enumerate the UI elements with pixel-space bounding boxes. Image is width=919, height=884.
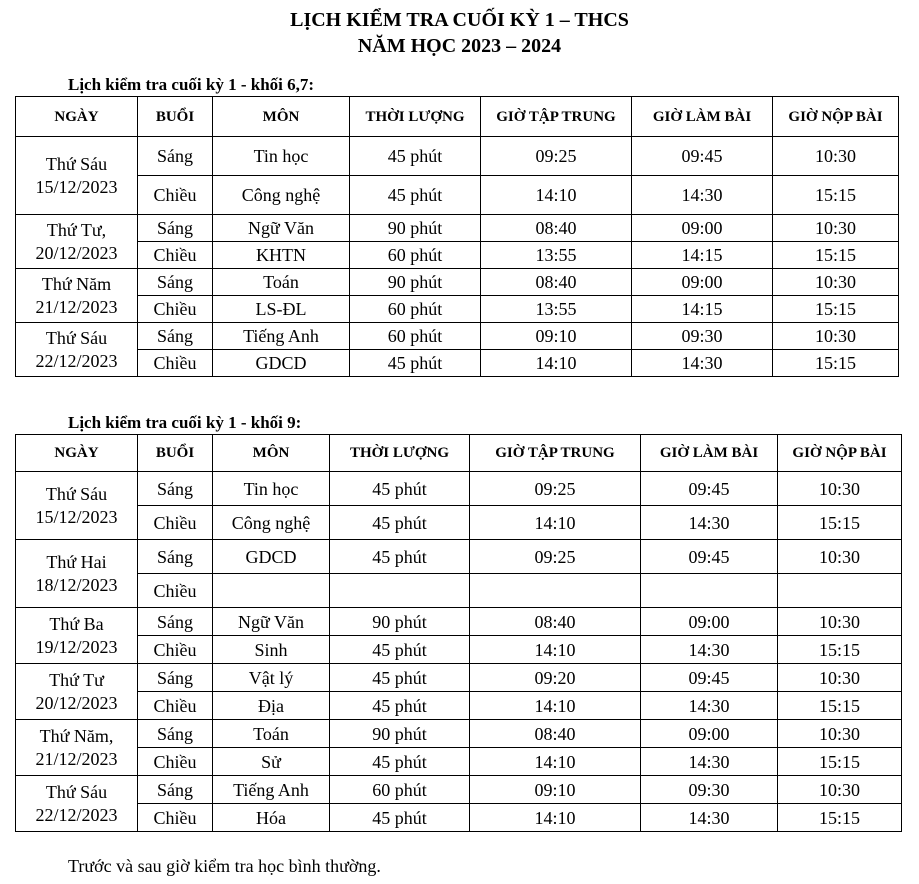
gather-time-cell: 14:10 — [470, 804, 641, 832]
date-value: 22/12/2023 — [35, 804, 118, 825]
subject-cell: Công nghệ — [213, 176, 350, 215]
gather-time-cell: 13:55 — [481, 296, 632, 323]
day-name: Thứ Tư — [49, 669, 104, 690]
date-cell — [16, 540, 138, 608]
header-subject: MÔN — [213, 97, 350, 137]
day-name: Thứ Ba — [49, 613, 104, 634]
header-start-time: GIỜ LÀM BÀI — [641, 435, 778, 472]
submit-time-cell: 10:30 — [773, 215, 899, 242]
day-name: Thứ Năm — [41, 273, 112, 294]
duration-cell: 90 phút — [350, 215, 481, 242]
start-time-cell: 14:15 — [632, 242, 773, 269]
header-duration: THỜI LƯỢNG — [330, 435, 470, 472]
session-cell: Sáng — [138, 215, 213, 242]
table-row — [16, 748, 902, 776]
table-row — [16, 574, 902, 608]
date-cell — [16, 608, 138, 664]
footer-note: Trước và sau giờ kiểm tra học bình thường. — [68, 856, 381, 876]
duration-cell: 45 phút — [330, 636, 470, 664]
subject-cell: GDCD — [213, 540, 330, 574]
table-row — [16, 720, 902, 748]
header-submit-time: GIỜ NỘP BÀI — [773, 97, 899, 137]
duration-cell: 45 phút — [330, 748, 470, 776]
date-value: 20/12/2023 — [35, 692, 118, 713]
table-row — [16, 540, 902, 574]
submit-time-cell: 10:30 — [778, 664, 902, 692]
subject-cell: Toán — [213, 269, 350, 296]
date-cell — [16, 323, 138, 377]
table2-caption: Lịch kiểm tra cuối kỳ 1 - khối 9: — [68, 413, 302, 432]
header-session: BUỔI — [138, 435, 213, 472]
duration-cell: 45 phút — [330, 540, 470, 574]
subject-cell: Ngữ Văn — [213, 608, 330, 636]
date-value: 19/12/2023 — [35, 636, 118, 657]
table-row — [16, 269, 899, 296]
gather-time-cell: 08:40 — [481, 215, 632, 242]
gather-time-cell: 14:10 — [470, 692, 641, 720]
date-cell — [16, 664, 138, 720]
day-name: Thứ Tư, — [46, 219, 107, 240]
day-name: Thứ Sáu — [45, 153, 108, 174]
submit-time-cell: 10:30 — [778, 608, 902, 636]
session-cell: Sáng — [138, 137, 213, 176]
submit-time-cell: 10:30 — [773, 269, 899, 296]
start-time-cell: 09:00 — [632, 215, 773, 242]
document-title: LỊCH KIỂM TRA CUỐI KỲ 1 – THCS — [290, 9, 629, 31]
table-header-row — [16, 97, 899, 137]
start-time-cell: 14:30 — [641, 506, 778, 540]
table-row — [16, 804, 902, 832]
gather-time-cell: 14:10 — [481, 350, 632, 377]
subject-cell: LS-ĐL — [213, 296, 350, 323]
submit-time-cell: 15:15 — [778, 636, 902, 664]
duration-cell: 60 phút — [330, 776, 470, 804]
start-time-cell: 09:45 — [641, 472, 778, 506]
date-cell — [16, 776, 138, 832]
gather-time-cell: 08:40 — [470, 720, 641, 748]
session-cell: Sáng — [138, 608, 213, 636]
table-row — [16, 692, 902, 720]
subject-cell: Toán — [213, 720, 330, 748]
start-time-cell: 14:30 — [632, 176, 773, 215]
date-cell — [16, 472, 138, 540]
subject-cell: GDCD — [213, 350, 350, 377]
gather-time-cell: 14:10 — [470, 506, 641, 540]
gather-time-cell — [470, 574, 641, 608]
table-row — [16, 296, 899, 323]
session-cell: Sáng — [138, 472, 213, 506]
schedule-table-grade-9 — [15, 434, 902, 832]
subject-cell: Sinh — [213, 636, 330, 664]
subject-cell: Tiếng Anh — [213, 323, 350, 350]
submit-time-cell: 15:15 — [778, 692, 902, 720]
start-time-cell: 09:00 — [632, 269, 773, 296]
header-gather-time: GIỜ TẬP TRUNG — [470, 435, 641, 472]
table-row — [16, 323, 899, 350]
duration-cell: 90 phút — [350, 269, 481, 296]
session-cell: Chiều — [138, 176, 213, 215]
table-row — [16, 506, 902, 540]
start-time-cell: 09:00 — [641, 720, 778, 748]
session-cell: Sáng — [138, 269, 213, 296]
submit-time-cell: 15:15 — [773, 350, 899, 377]
date-value: 22/12/2023 — [35, 350, 118, 371]
gather-time-cell: 08:40 — [470, 608, 641, 636]
subject-cell: Tin học — [213, 137, 350, 176]
day-name: Thứ Hai — [46, 551, 107, 572]
start-time-cell — [641, 574, 778, 608]
date-value: 15/12/2023 — [35, 506, 118, 527]
subject-cell: Vật lý — [213, 664, 330, 692]
duration-cell — [330, 574, 470, 608]
table-row — [16, 137, 899, 176]
header-subject: MÔN — [213, 435, 330, 472]
gather-time-cell: 14:10 — [481, 176, 632, 215]
session-cell: Chiều — [138, 296, 213, 323]
table-row — [16, 664, 902, 692]
submit-time-cell: 10:30 — [778, 472, 902, 506]
gather-time-cell: 14:10 — [470, 636, 641, 664]
subject-cell: Địa — [213, 692, 330, 720]
session-cell: Chiều — [138, 350, 213, 377]
table-row — [16, 608, 902, 636]
table-row — [16, 776, 902, 804]
table-header-row — [16, 435, 902, 472]
table-row — [16, 472, 902, 506]
start-time-cell: 09:45 — [641, 664, 778, 692]
session-cell: Sáng — [138, 664, 213, 692]
gather-time-cell: 09:10 — [481, 323, 632, 350]
duration-cell: 45 phút — [330, 804, 470, 832]
session-cell: Chiều — [138, 242, 213, 269]
header-start-time: GIỜ LÀM BÀI — [632, 97, 773, 137]
header-session: BUỔI — [138, 97, 213, 137]
date-cell — [16, 215, 138, 269]
schedule-table-grade-6-7 — [15, 96, 899, 377]
document-subtitle: NĂM HỌC 2023 – 2024 — [357, 35, 562, 57]
submit-time-cell: 15:15 — [778, 506, 902, 540]
start-time-cell: 09:45 — [641, 540, 778, 574]
session-cell: Chiều — [138, 574, 213, 608]
subject-cell: Tin học — [213, 472, 330, 506]
start-time-cell: 14:30 — [641, 636, 778, 664]
date-cell — [16, 269, 138, 323]
day-name: Thứ Năm, — [39, 725, 114, 746]
day-name: Thứ Sáu — [45, 327, 108, 348]
submit-time-cell: 15:15 — [778, 748, 902, 776]
session-cell: Sáng — [138, 776, 213, 804]
gather-time-cell: 14:10 — [470, 748, 641, 776]
session-cell: Sáng — [138, 323, 213, 350]
date-value: 18/12/2023 — [35, 574, 118, 595]
date-cell — [16, 720, 138, 776]
duration-cell: 45 phút — [350, 350, 481, 377]
start-time-cell: 14:30 — [641, 748, 778, 776]
header-duration: THỜI LƯỢNG — [350, 97, 481, 137]
duration-cell: 45 phút — [330, 664, 470, 692]
submit-time-cell: 10:30 — [778, 540, 902, 574]
submit-time-cell: 15:15 — [773, 242, 899, 269]
table-row — [16, 215, 899, 242]
table-row — [16, 176, 899, 215]
gather-time-cell: 09:20 — [470, 664, 641, 692]
subject-cell: Ngữ Văn — [213, 215, 350, 242]
table-row — [16, 242, 899, 269]
duration-cell: 45 phút — [330, 506, 470, 540]
submit-time-cell: 15:15 — [773, 296, 899, 323]
start-time-cell: 14:30 — [641, 692, 778, 720]
start-time-cell: 09:45 — [632, 137, 773, 176]
day-name: Thứ Sáu — [45, 483, 108, 504]
submit-time-cell: 10:30 — [773, 137, 899, 176]
gather-time-cell: 09:25 — [481, 137, 632, 176]
duration-cell: 90 phút — [330, 720, 470, 748]
submit-time-cell — [778, 574, 902, 608]
duration-cell: 45 phút — [330, 692, 470, 720]
submit-time-cell: 15:15 — [773, 176, 899, 215]
gather-time-cell: 09:10 — [470, 776, 641, 804]
date-value: 15/12/2023 — [35, 176, 118, 197]
duration-cell: 45 phút — [350, 176, 481, 215]
start-time-cell: 09:00 — [641, 608, 778, 636]
duration-cell: 45 phút — [350, 137, 481, 176]
subject-cell: Công nghệ — [213, 506, 330, 540]
duration-cell: 90 phút — [330, 608, 470, 636]
start-time-cell: 14:15 — [632, 296, 773, 323]
table-row — [16, 636, 902, 664]
gather-time-cell: 13:55 — [481, 242, 632, 269]
submit-time-cell: 10:30 — [778, 776, 902, 804]
table-row — [16, 350, 899, 377]
date-value: 20/12/2023 — [35, 242, 118, 263]
start-time-cell: 09:30 — [641, 776, 778, 804]
subject-cell: Sử — [213, 748, 330, 776]
duration-cell: 60 phút — [350, 296, 481, 323]
session-cell: Chiều — [138, 804, 213, 832]
submit-time-cell: 15:15 — [778, 804, 902, 832]
session-cell: Chiều — [138, 636, 213, 664]
gather-time-cell: 09:25 — [470, 472, 641, 506]
duration-cell: 60 phút — [350, 323, 481, 350]
session-cell: Chiều — [138, 506, 213, 540]
duration-cell: 60 phút — [350, 242, 481, 269]
session-cell: Sáng — [138, 720, 213, 748]
session-cell: Chiều — [138, 748, 213, 776]
start-time-cell: 14:30 — [632, 350, 773, 377]
date-cell — [16, 137, 138, 215]
header-date: NGÀY — [16, 435, 138, 472]
submit-time-cell: 10:30 — [778, 720, 902, 748]
header-date: NGÀY — [16, 97, 138, 137]
date-value: 21/12/2023 — [35, 748, 118, 769]
gather-time-cell: 09:25 — [470, 540, 641, 574]
day-name: Thứ Sáu — [45, 781, 108, 802]
subject-cell — [213, 574, 330, 608]
subject-cell: Hóa — [213, 804, 330, 832]
subject-cell: KHTN — [213, 242, 350, 269]
header-gather-time: GIỜ TẬP TRUNG — [481, 97, 632, 137]
start-time-cell: 14:30 — [641, 804, 778, 832]
gather-time-cell: 08:40 — [481, 269, 632, 296]
duration-cell: 45 phút — [330, 472, 470, 506]
table1-caption: Lịch kiểm tra cuối kỳ 1 - khối 6,7: — [68, 75, 315, 94]
header-submit-time: GIỜ NỘP BÀI — [778, 435, 902, 472]
session-cell: Sáng — [138, 540, 213, 574]
subject-cell: Tiếng Anh — [213, 776, 330, 804]
submit-time-cell: 10:30 — [773, 323, 899, 350]
session-cell: Chiều — [138, 692, 213, 720]
start-time-cell: 09:30 — [632, 323, 773, 350]
date-value: 21/12/2023 — [35, 296, 118, 317]
